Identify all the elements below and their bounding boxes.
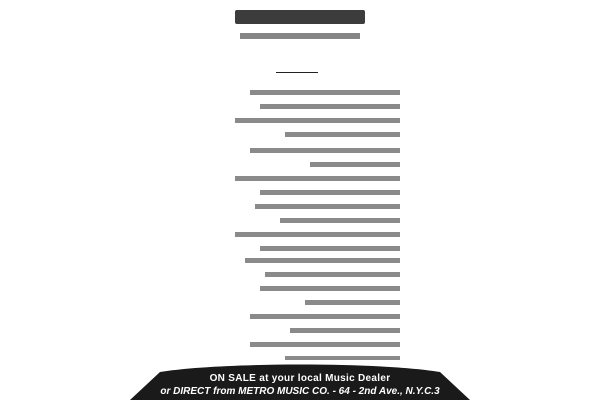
stanza-2 <box>200 148 400 204</box>
verse-line <box>250 314 400 319</box>
song-title <box>235 10 365 24</box>
verse-line <box>235 232 400 237</box>
verse-line <box>310 162 400 167</box>
verse-line <box>260 104 400 109</box>
verse-line <box>235 176 400 181</box>
verse-line <box>260 246 400 251</box>
title-block <box>150 10 450 39</box>
verse-line <box>260 286 400 291</box>
stanza-1 <box>200 90 400 146</box>
stanza-3 <box>200 204 400 260</box>
verse-line <box>235 118 400 123</box>
song-subtitle <box>240 33 360 39</box>
verse-line <box>290 328 400 333</box>
verse-line <box>245 258 400 263</box>
banner-line-2: or DIRECT from METRO MUSIC CO. - 64 - 2nd Ave., N.Y.C.3 <box>160 386 440 397</box>
verse-line <box>250 90 400 95</box>
verse-line <box>265 272 400 277</box>
stanza-4 <box>200 258 400 314</box>
verse-line <box>280 218 400 223</box>
verse-line <box>250 342 400 347</box>
banner-line-1: ON SALE at your local Music Dealer <box>209 373 391 384</box>
verse-line <box>250 148 400 153</box>
verse-line <box>305 300 400 305</box>
verse-line <box>285 132 400 137</box>
verse-line <box>255 204 400 209</box>
divider-rule <box>276 72 318 73</box>
verse-line <box>260 190 400 195</box>
sale-banner <box>130 360 470 400</box>
